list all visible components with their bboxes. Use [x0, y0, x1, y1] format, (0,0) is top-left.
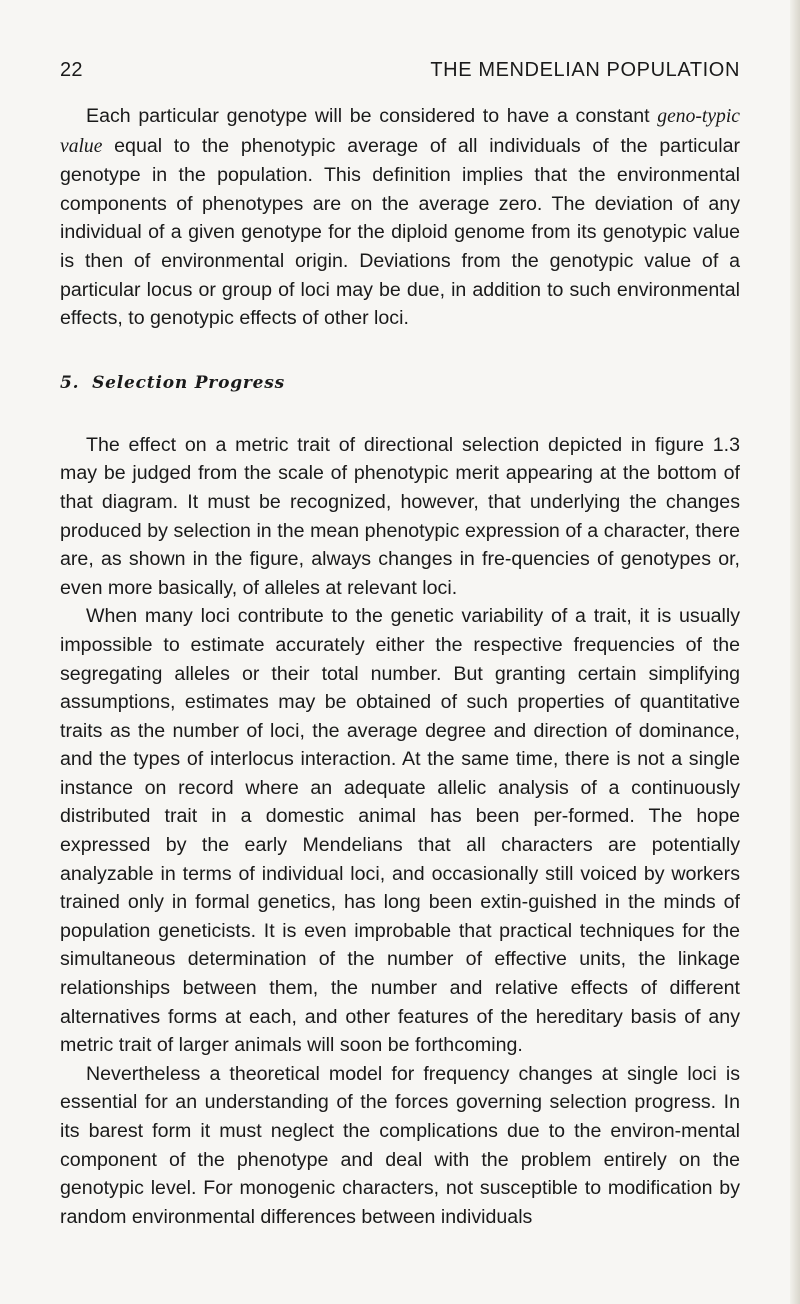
section-title: Selection Progress: [92, 372, 286, 393]
running-title: THE MENDELIAN POPULATION: [430, 59, 740, 81]
p1-italic-term: geno-typic value: [60, 106, 740, 157]
running-head: [60, 56, 740, 84]
page-number: 22: [60, 59, 83, 81]
paragraph-selection-effect: The effect on a metric trait of directional selection depicted in figure 1.3 may be judged from the scale of phenotypic merit appearing at the bottom of that diagram. It must be recognized, however, that underlying the changes produced by selection in the mean phenotypic expression of a character, there are, as shown in the figure, always changes in fre-quencies of genotypes or, even more basically, of alleles at relevant loci.: [60, 433, 740, 599]
p1-text-start: Each particular genotype will be considered to have a constant: [86, 105, 658, 127]
section-heading: [60, 371, 740, 395]
p1-text-end: equal to the phenotypic average of all individuals of the particular genotype in the population. This definition implies that the environmental components of phenotypes are on the average zero. The deviation of any individual of a given genotype for the diploid genome from its genotypic value is then of environmental origin. Deviations from the genotypic value of a particular locus or group of loci may be due, in addition to such environmental effects, to genotypic effects of other loci.: [60, 134, 740, 330]
section-number: 5.: [60, 372, 80, 393]
paragraph-genotypic-value: [60, 102, 740, 333]
paragraph-theoretical-model: Nevertheless a theoretical model for frequency changes at single loci is essential for an understanding of the forces governing selection progress. In its barest form it must neglect the complications due to the environ-mental component of the phenotype and deal with the problem entirely on the genotypic level. For monogenic characters, not susceptible to modification by random environmental differences between individuals: [60, 1062, 740, 1228]
book-page: [60, 56, 740, 1231]
page-edge-shadow: [790, 0, 800, 1304]
paragraph-many-loci: When many loci contribute to the genetic variability of a trait, it is usually impossible to estimate accurately either the respective frequencies of the segregating alleles or their total number. But granting certain simplifying assumptions, estimates may be obtained of such properties of quantitative traits as the number of loci, the average degree and direction of dominance, and the types of interlocus interaction. At the same time, there is not a single instance on record where an adequate allelic analysis of a continuously distributed trait in a domestic animal has been per-formed. The hope expressed by the early Mendelians that all characters are potentially analyzable in terms of individual loci, and occasionally still voiced by workers trained only in formal genetics, has long been extin-guished in the minds of population geneticists. It is even improbable that practical techniques for the simultaneous determination of the number of effective units, the linkage relationships between them, the number and relative effects of different alternatives forms at each, and other features of the hereditary basis of any metric trait of larger animals will soon be forthcoming.: [60, 605, 740, 1057]
